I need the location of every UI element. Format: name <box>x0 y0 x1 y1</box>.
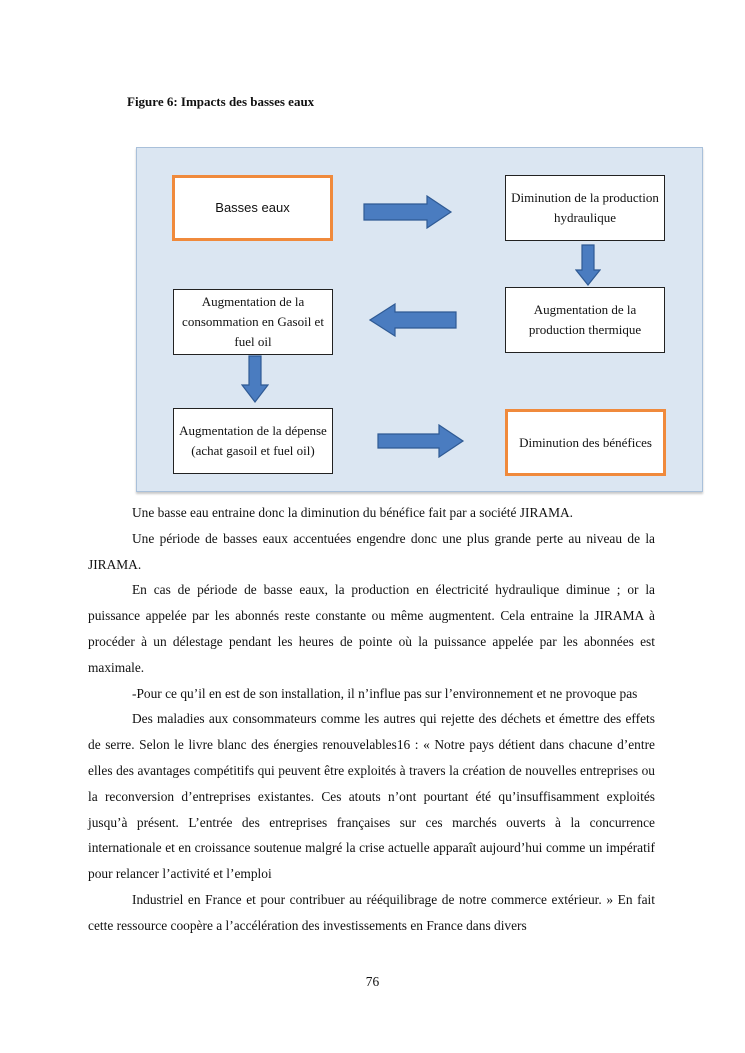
box-augmentation-depense: Augmentation de la dépense (achat gasoil et fuel oil) <box>173 408 333 474</box>
paragraph: Une basse eau entraine donc la diminution du bénéfice fait par a société JIRAMA. <box>132 505 573 520</box>
paragraph: En cas de période de basse eaux, la production en électricité hydraulique diminue ; or la puissance appelée par les abonnés reste constante ou même augmentent. Cela entraine la JIRAMA à procéder à un délestage pendant les heures de pointe où la puissance appelée par les abonnées est maximale. <box>88 582 655 675</box>
paragraph: Industriel en France et pour contribuer au rééquilibrage de notre commerce extérieur. » En fait cette ressource coopère a l’accélération des investissements en France dans divers <box>88 891 655 933</box>
box-basses-eaux: Basses eaux <box>172 175 333 241</box>
box-diminution-production: Diminution de la production hydraulique <box>505 175 665 241</box>
arrow-down-icon <box>575 244 601 286</box>
arrow-down-icon <box>241 355 269 403</box>
body-text <box>88 500 655 939</box>
box-augmentation-thermique: Augmentation de la production thermique <box>505 287 665 353</box>
arrow-left-icon <box>369 303 457 337</box>
figure-caption: Figure 6: Impacts des basses eaux <box>127 94 315 109</box>
arrow-right-icon <box>363 195 453 229</box>
page-number: 76 <box>365 974 380 989</box>
paragraph: -Pour ce qu’il en est de son installation, il n’influe pas sur l’environnement et ne provoque pas <box>132 685 638 701</box>
paragraph: Une période de basses eaux accentuées engendre donc une plus grande perte au niveau de la JIRAMA. <box>88 530 655 572</box>
box-augmentation-consommation: Augmentation de la consommation en Gasoil et fuel oil <box>173 289 333 355</box>
paragraph: Des maladies aux consommateurs comme les autres qui rejette des déchets et émettre des effets de serre. Selon le livre blanc des énergies renouvelables16 : « Notre pays détient dans chacune d’entre elles des avantages compétitifs qui peuvent être exploités à travers la création de nouvelles entreprises ou la reconversion d’entreprises existantes. Ces atouts n’ont pourtant été qu’insuffisamment exploités jusqu’à présent. L’entrée des entreprises françaises sur ces marchés ouverts à la concurrence internationale et en croissance soutenue malgré la crise actuelle apparaît aujourd’hui comme un impératif pour relancer l’activité et l’emploi <box>88 711 655 882</box>
arrow-right-icon <box>377 424 465 458</box>
flow-diagram <box>136 147 703 492</box>
box-diminution-benefices: Diminution des bénéfices <box>505 409 666 476</box>
